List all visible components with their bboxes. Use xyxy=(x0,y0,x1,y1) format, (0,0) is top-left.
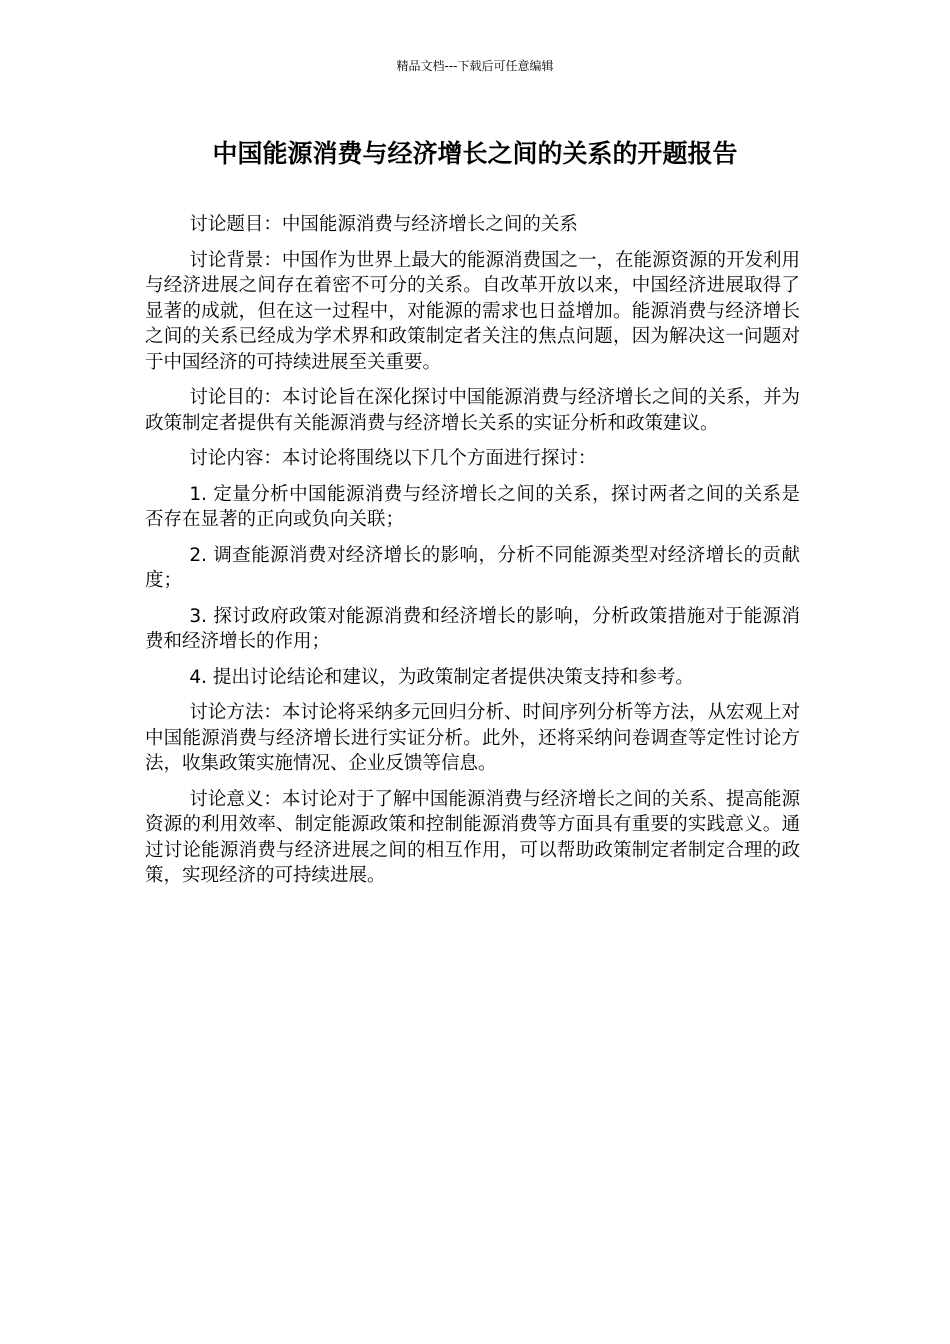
list-item-4: 4. 提出讨论结论和建议，为政策制定者提供决策支持和参考。 xyxy=(189,666,694,688)
paragraph-purpose: 讨论目的：本讨论旨在深化探讨中国能源消费与经济增长之间的关系，并为政策制定者提供有关能源消费与经济增长关系的实证分析和政策建议。 xyxy=(145,387,800,434)
document-body xyxy=(145,212,800,899)
document-title: 中国能源消费与经济增长之间的关系的开题报告 xyxy=(212,139,738,168)
paragraph-method: 讨论方法：本讨论将采纳多元回归分析、时间序列分析等方法，从宏观上对中国能源消费与经济增长进行实证分析。此外，还将采纳问卷调查等定性讨论方法，收集政策实施情况、企业反馈等信息。 xyxy=(145,702,800,774)
paragraph-significance: 讨论意义：本讨论对于了解中国能源消费与经济增长之间的关系、提高能源资源的利用效率、制定能源政策和控制能源消费等方面具有重要的实践意义。通过讨论能源消费与经济进展之间的相互作用，可以帮助政策制定者制定合理的政策，实现经济的可持续进展。 xyxy=(145,788,800,886)
paragraph-topic: 讨论题目：中国能源消费与经济增长之间的关系 xyxy=(189,214,578,235)
header-note: 精品文档---下载后可任意编辑 xyxy=(396,59,554,73)
list-item-1: 1. 定量分析中国能源消费与经济增长之间的关系，探讨两者之间的关系是否存在显著的正向或负向关联； xyxy=(145,483,800,530)
list-item-3: 3. 探讨政府政策对能源消费和经济增长的影响，分析政策措施对于能源消费和经济增长的作用； xyxy=(145,605,800,652)
list-item-2: 2. 调查能源消费对经济增长的影响，分析不同能源类型对经济增长的贡献度； xyxy=(145,544,800,591)
paragraph-background: 讨论背景：中国作为世界上最大的能源消费国之一，在能源资源的开发利用与经济进展之间存在着密不可分的关系。自改革开放以来，中国经济进展取得了显著的成就，但在这一过程中，对能源的需求也日益增加。能源消费与经济增长之间的关系已经成为学术界和政策制定者关注的焦点问题，因为解决这一问题对于中国经济的可持续进展至关重要。 xyxy=(145,249,800,373)
paragraph-content: 讨论内容：本讨论将围绕以下几个方面进行探讨： xyxy=(189,448,597,469)
